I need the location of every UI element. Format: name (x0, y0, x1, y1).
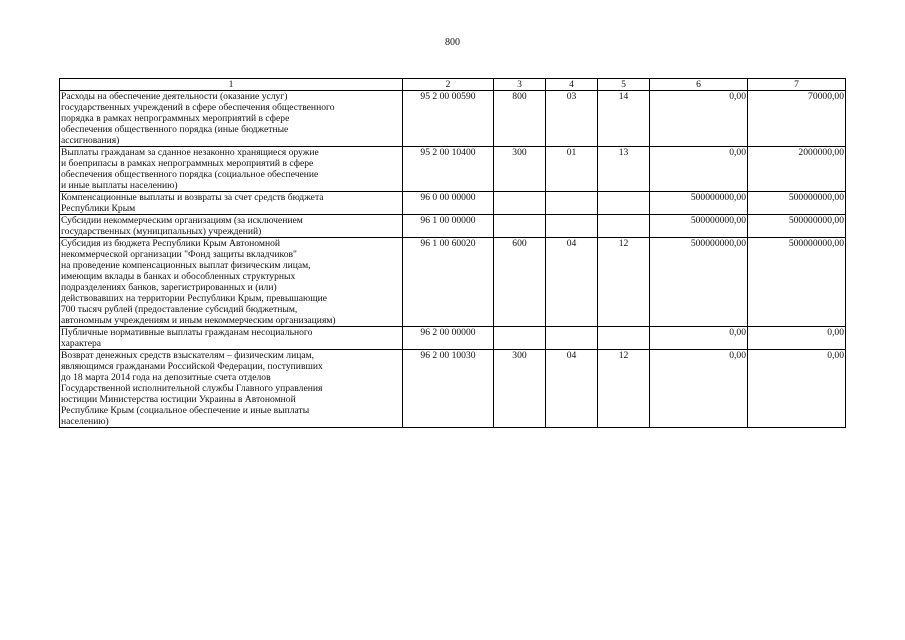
row-name-line: Возврат денежных средств взыскателям – физическим лицам, (61, 350, 315, 361)
row-code-cell: 96 2 00 10030 (403, 350, 494, 428)
row-name-line: и боеприпасы в рамках непрограммных мероприятий в сфере (61, 158, 314, 169)
row-expense-type-cell: 600 (494, 238, 546, 327)
row-name-line: имеющим вклады в банках и обособленных структурных (61, 271, 296, 282)
header-row (60, 79, 846, 91)
row-subsection-cell (598, 215, 650, 238)
header-col-2: 2 (403, 79, 494, 91)
table-row (60, 215, 846, 238)
row-code-cell: 96 2 00 00000 (403, 327, 494, 350)
row-amount-col6: 0,00 (650, 327, 748, 350)
row-name-line: являющимся гражданами Российской Федерации, поступивших (61, 361, 323, 372)
row-subsection-cell (598, 192, 650, 215)
row-name-cell (60, 238, 403, 327)
row-name-line: подразделениях банков, зарегистрированных и (или) (61, 282, 277, 293)
header-col-7: 7 (748, 79, 846, 91)
row-name-line: Республики Крым (61, 203, 136, 214)
table-row (60, 192, 846, 215)
row-subsection-cell: 12 (598, 350, 650, 428)
row-amount-col7: 0,00 (748, 327, 846, 350)
row-name-cell (60, 327, 403, 350)
row-name-line: ассигнования) (61, 135, 120, 146)
row-amount-col7: 500000000,00 (748, 192, 846, 215)
row-subsection-cell (598, 327, 650, 350)
row-name-line: государственных (муниципальных) учреждений) (61, 226, 262, 237)
row-section-cell: 01 (546, 147, 598, 192)
row-name-cell (60, 91, 403, 147)
row-name-line: Субсидии некоммерческим организациям (за исключением (61, 215, 303, 226)
row-code-cell: 96 0 00 00000 (403, 192, 494, 215)
header-col-5: 5 (598, 79, 650, 91)
row-amount-col7: 500000000,00 (748, 215, 846, 238)
row-subsection-cell: 12 (598, 238, 650, 327)
table-row (60, 238, 846, 327)
row-name-line: некоммерческой организации "Фонд защиты вкладчиков" (61, 249, 297, 260)
row-amount-col6: 0,00 (650, 350, 748, 428)
row-expense-type-cell: 800 (494, 91, 546, 147)
row-name-line: характера (61, 338, 102, 349)
row-amount-col7: 0,00 (748, 350, 846, 428)
table-row (60, 350, 846, 428)
row-expense-type-cell (494, 192, 546, 215)
header-col-6: 6 (650, 79, 748, 91)
row-name-line: Публичные нормативные выплаты гражданам несоциального (61, 327, 313, 338)
row-name-line: 700 тысяч рублей (предоставление субсидий бюджетным, (61, 304, 298, 315)
row-name-line: и иные выплаты населению) (61, 180, 178, 191)
row-name-line: государственных учреждений в сфере обеспечения общественного (61, 102, 335, 113)
row-amount-col7: 500000000,00 (748, 238, 846, 327)
row-name-line: порядка в рамках непрограммных мероприятий в сфере (61, 113, 290, 124)
row-name-cell (60, 350, 403, 428)
row-section-cell: 03 (546, 91, 598, 147)
row-expense-type-cell (494, 327, 546, 350)
row-name-line: Государственной исполнительной службы Главного управления (61, 383, 323, 394)
row-expense-type-cell (494, 215, 546, 238)
row-amount-col6: 500000000,00 (650, 215, 748, 238)
row-name-line: Расходы на обеспечение деятельности (оказание услуг) (61, 91, 288, 102)
row-section-cell: 04 (546, 238, 598, 327)
row-amount-col6: 500000000,00 (650, 192, 748, 215)
table-row (60, 91, 846, 147)
row-name-line: Субсидия из бюджета Республики Крым Автономной (61, 238, 281, 249)
row-name-cell (60, 215, 403, 238)
budget-table (59, 78, 846, 428)
row-name-line: на проведение компенсационных выплат физическим лицам, (61, 260, 311, 271)
row-section-cell: 04 (546, 350, 598, 428)
row-name-line: Республике Крым (социальное обеспечение и иные выплаты (61, 405, 310, 416)
row-section-cell (546, 192, 598, 215)
page-number: 800 (445, 37, 460, 48)
row-section-cell (546, 215, 598, 238)
row-name-line: до 18 марта 2014 года на депозитные счета отделов (61, 372, 271, 383)
header-col-3: 3 (494, 79, 546, 91)
row-name-line: автономным учреждениям и иным некоммерческим организациям) (61, 315, 336, 326)
row-name-line: Выплаты гражданам за сданное незаконно хранящиеся оружие (61, 147, 319, 158)
row-name-cell (60, 192, 403, 215)
row-amount-col7: 2000000,00 (748, 147, 846, 192)
row-name-line: юстиции Министерства юстиции Украины в Автономной (61, 394, 296, 405)
row-expense-type-cell: 300 (494, 147, 546, 192)
row-subsection-cell: 14 (598, 91, 650, 147)
header-col-4: 4 (546, 79, 598, 91)
row-amount-col7: 70000,00 (748, 91, 846, 147)
row-name-line: обеспечения общественного порядка (социальное обеспечение (61, 169, 319, 180)
row-name-line: Компенсационные выплаты и возвраты за счет средств бюджета (61, 192, 324, 203)
row-name-line: действовавших на территории Республики Крым, превышающие (61, 293, 327, 304)
row-amount-col6: 500000000,00 (650, 238, 748, 327)
row-amount-col6: 0,00 (650, 91, 748, 147)
row-code-cell: 95 2 00 10400 (403, 147, 494, 192)
row-subsection-cell: 13 (598, 147, 650, 192)
row-section-cell (546, 327, 598, 350)
row-code-cell: 95 2 00 00590 (403, 91, 494, 147)
row-expense-type-cell: 300 (494, 350, 546, 428)
header-col-1: 1 (60, 79, 403, 91)
table-row (60, 147, 846, 192)
row-amount-col6: 0,00 (650, 147, 748, 192)
table-row (60, 327, 846, 350)
row-code-cell: 96 1 00 00000 (403, 215, 494, 238)
row-name-line: населению) (61, 416, 109, 427)
row-name-line: обеспечения общественного порядка (иные бюджетные (61, 124, 289, 135)
row-name-cell (60, 147, 403, 192)
row-code-cell: 96 1 00 60020 (403, 238, 494, 327)
